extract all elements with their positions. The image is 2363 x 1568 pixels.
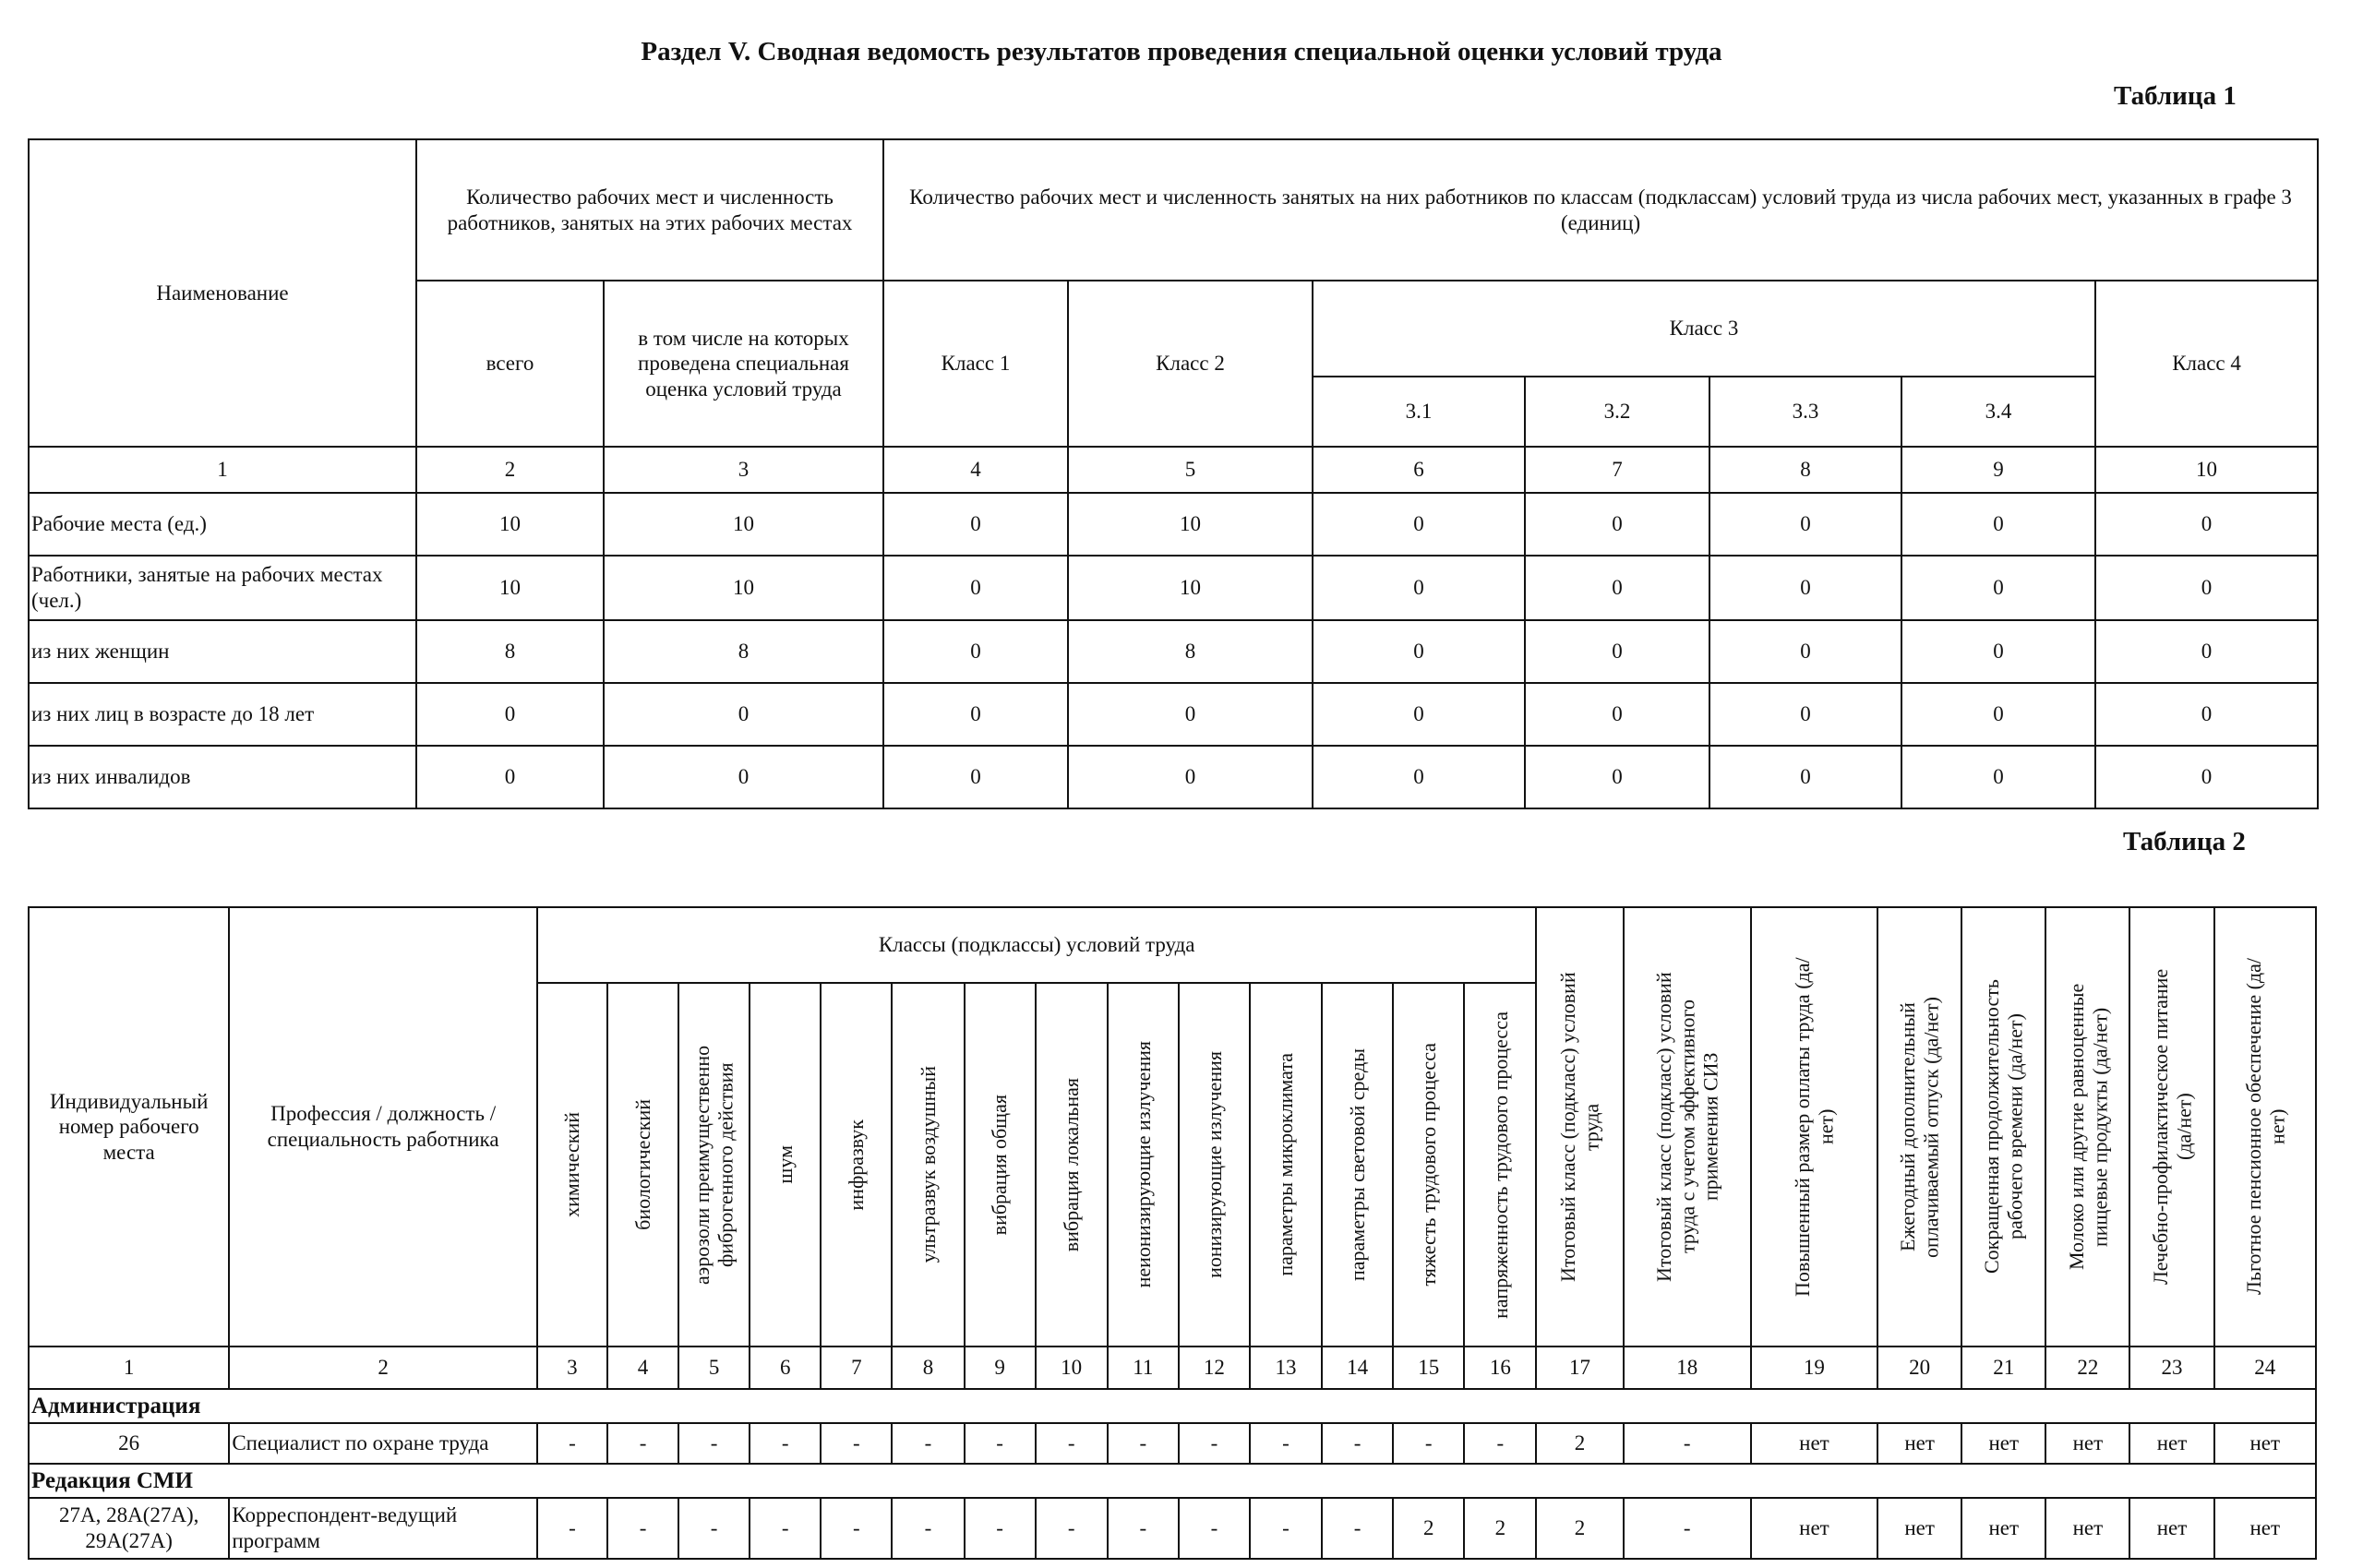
header-class2: Класс 2 [1068,281,1313,447]
header-factor: биологический [607,983,678,1347]
table-cell: 0 [883,746,1068,808]
column-number: 10 [1036,1347,1108,1389]
table-cell: 10 [604,556,883,620]
table-cell: 10 [604,493,883,556]
table-cell: 0 [2095,683,2318,746]
table-cell: 0 [2095,746,2318,808]
table-cell: - [1036,1498,1108,1559]
header-increased-pay: Повышенный размер оплаты труда (да/нет) [1751,907,1877,1347]
header-factor: параметры световой среды [1322,983,1393,1347]
row-label: из них инвалидов [29,746,416,808]
table-cell: нет [2129,1423,2213,1464]
table-cell: - [750,1423,821,1464]
table-cell: 0 [1068,683,1313,746]
column-number: 3 [537,1347,607,1389]
column-number: 8 [892,1347,964,1389]
summary-table [28,138,2319,809]
column-number: 6 [750,1347,821,1389]
table-cell: 2 [1536,1423,1623,1464]
column-number-row [29,447,2318,493]
table-row [29,1498,2316,1559]
section-title: Администрация [29,1389,2316,1423]
column-number: 12 [1179,1347,1250,1389]
table-cell: 8 [1068,620,1313,683]
header-class1: Класс 1 [883,281,1068,447]
header-factor: параметры микроклимата [1250,983,1322,1347]
table-cell: - [1393,1423,1464,1464]
table-cell: - [1322,1423,1393,1464]
header-final-class: Итоговый класс (подкласс) условий труда [1536,907,1623,1347]
column-number: 3 [604,447,883,493]
header-sub33: 3.3 [1709,377,1901,447]
table-cell: 0 [1709,683,1901,746]
table-cell: 0 [1313,683,1525,746]
header-class3: Класс 3 [1313,281,2095,377]
table-cell: 0 [1313,746,1525,808]
profession-name: Специалист по охране труда [229,1423,537,1464]
table-cell: - [1464,1423,1536,1464]
column-number: 7 [821,1347,892,1389]
column-number: 9 [965,1347,1036,1389]
column-number: 11 [1108,1347,1179,1389]
table-cell: 0 [883,683,1068,746]
table-cell: 0 [1901,746,2095,808]
row-label: Работники, занятые на рабочих местах (чел.) [29,556,416,620]
table-row [29,493,2318,556]
table-cell: 0 [1709,620,1901,683]
table-cell: 0 [1525,493,1709,556]
table-cell: - [607,1423,678,1464]
header-reduced-hours: Сокращенная продолжительность рабочего времени (да/нет) [1961,907,2045,1347]
profession-name: Корреспондент-ведущий программ [229,1498,537,1559]
column-number: 2 [416,447,604,493]
column-number: 24 [2214,1347,2316,1389]
header-factor: вибрация локальная [1036,983,1108,1347]
table-cell: 0 [416,683,604,746]
table-row [29,683,2318,746]
table-cell: 0 [1709,493,1901,556]
table-cell: - [965,1423,1036,1464]
table-cell: 0 [1901,493,2095,556]
table-cell: - [750,1498,821,1559]
table-cell: 0 [1901,556,2095,620]
table-cell: 10 [1068,493,1313,556]
column-number: 9 [1901,447,2095,493]
table-cell: 0 [604,683,883,746]
workplace-table [28,906,2317,1560]
column-number: 8 [1709,447,1901,493]
column-number: 14 [1322,1347,1393,1389]
column-number: 16 [1464,1347,1536,1389]
table-cell: 8 [416,620,604,683]
header-count-group: Количество рабочих мест и численность работников, занятых на этих рабочих местах [416,139,883,281]
table-cell: 0 [1709,556,1901,620]
table-cell: 2 [1536,1498,1623,1559]
table-cell: 0 [1525,620,1709,683]
column-number-row [29,1347,2316,1389]
row-label: Рабочие места (ед.) [29,493,416,556]
row-label: из них лиц в возрасте до 18 лет [29,683,416,746]
table-cell: - [1108,1423,1179,1464]
table-cell: 0 [1313,620,1525,683]
header-factor: шум [750,983,821,1347]
column-number: 10 [2095,447,2318,493]
header-annual-leave: Ежегодный дополнительный оплачиваемый отпуск (да/нет) [1877,907,1961,1347]
table-cell: нет [2045,1498,2129,1559]
header-sub34: 3.4 [1901,377,2095,447]
table-cell: 0 [883,556,1068,620]
table-cell: - [537,1498,607,1559]
table-cell: - [965,1498,1036,1559]
header-sub32: 3.2 [1525,377,1709,447]
table-cell: нет [2214,1423,2316,1464]
table-cell: - [1179,1423,1250,1464]
header-profession: Профессия / должность / специальность работника [229,907,537,1347]
header-factor: химический [537,983,607,1347]
table-cell: 10 [416,556,604,620]
table-cell: 10 [1068,556,1313,620]
table-cell: - [1624,1423,1751,1464]
table-cell: 8 [604,620,883,683]
column-number: 17 [1536,1347,1623,1389]
table-cell: 10 [416,493,604,556]
header-total: всего [416,281,604,447]
table-cell: 2 [1393,1498,1464,1559]
header-factor: напряженность трудового процесса [1464,983,1536,1347]
column-number: 5 [1068,447,1313,493]
table2-label: Таблица 2 [2123,827,2246,856]
table-cell: - [1250,1498,1322,1559]
table-cell: 2 [1464,1498,1536,1559]
table-cell: - [678,1423,750,1464]
table-cell: 0 [1525,746,1709,808]
column-number: 1 [29,1347,229,1389]
table-cell: 0 [883,620,1068,683]
table-cell: - [678,1498,750,1559]
table-cell: нет [1877,1498,1961,1559]
table-cell: - [537,1423,607,1464]
section-row [29,1464,2316,1498]
column-number: 15 [1393,1347,1464,1389]
document-title: Раздел V. Сводная ведомость результатов проведения специальной оценки условий труда [641,37,1722,66]
header-factor: тяжесть трудового процесса [1393,983,1464,1347]
table-cell: - [821,1498,892,1559]
column-number: 6 [1313,447,1525,493]
table-cell: 0 [1313,556,1525,620]
column-number: 23 [2129,1347,2213,1389]
table-cell: 0 [604,746,883,808]
table-cell: 0 [1709,746,1901,808]
table-cell: нет [1751,1498,1877,1559]
table-cell: нет [2045,1423,2129,1464]
column-number: 22 [2045,1347,2129,1389]
table-cell: нет [1961,1423,2045,1464]
table-cell: - [821,1423,892,1464]
table-cell: 0 [416,746,604,808]
header-milk: Молоко или другие равноценные пищевые продукты (да/нет) [2045,907,2129,1347]
header-assessed: в том числе на которых проведена специальная оценка условий труда [604,281,883,447]
workplace-number: 27А, 28А(27А), 29А(27А) [29,1498,229,1559]
column-number: 4 [607,1347,678,1389]
column-number: 21 [1961,1347,2045,1389]
table-row [29,556,2318,620]
table-cell: 0 [1901,620,2095,683]
table-cell: нет [2129,1498,2213,1559]
table-cell: 0 [1313,493,1525,556]
table-cell: - [1322,1498,1393,1559]
table-cell: - [892,1498,964,1559]
table-cell: 0 [2095,493,2318,556]
table-cell: 0 [2095,620,2318,683]
table-cell: 0 [1525,683,1709,746]
table-cell: - [1036,1423,1108,1464]
header-pension: Льготное пенсионное обеспечение (да/нет) [2214,907,2316,1347]
table-cell: 0 [883,493,1068,556]
column-number: 19 [1751,1347,1877,1389]
table-cell: нет [2214,1498,2316,1559]
table-cell: 0 [1901,683,2095,746]
table-cell: - [892,1423,964,1464]
header-factor: неионизирующие излучения [1108,983,1179,1347]
table-row [29,620,2318,683]
table-cell: нет [1961,1498,2045,1559]
table-cell: - [1250,1423,1322,1464]
table1-label: Таблица 1 [2114,81,2237,111]
table-row [29,746,2318,808]
section-row [29,1389,2316,1423]
table-cell: 0 [2095,556,2318,620]
section-title: Редакция СМИ [29,1464,2316,1498]
column-number: 1 [29,447,416,493]
column-number: 18 [1624,1347,1751,1389]
header-factor: ионизирующие излучения [1179,983,1250,1347]
table-cell: - [1179,1498,1250,1559]
table-cell: нет [1751,1423,1877,1464]
table-cell: - [1624,1498,1751,1559]
column-number: 4 [883,447,1068,493]
header-classes-group: Количество рабочих мест и численность занятых на них работников по классам (подклассам) условий труда из числа рабочих мест, указанных в графе 3 (единиц) [883,139,2318,281]
workplace-number: 26 [29,1423,229,1464]
table-cell: нет [1877,1423,1961,1464]
header-factor: аэрозоли преимущественно фиброгенного действия [678,983,750,1347]
column-number: 5 [678,1347,750,1389]
table-cell: - [1108,1498,1179,1559]
table-cell: 0 [1068,746,1313,808]
header-factor: вибрация общая [965,983,1036,1347]
column-number: 7 [1525,447,1709,493]
header-factor: инфразвук [821,983,892,1347]
header-therapeutic-food: Лечебно-профилактическое питание (да/нет) [2129,907,2213,1347]
header-sub31: 3.1 [1313,377,1525,447]
table-cell: 0 [1525,556,1709,620]
header-workplace-number: Индивидуальный номер рабочего места [29,907,229,1347]
header-class4: Класс 4 [2095,281,2318,447]
column-number: 13 [1250,1347,1322,1389]
table-row [29,1423,2316,1464]
header-factor: ультразвук воздушный [892,983,964,1347]
row-label: из них женщин [29,620,416,683]
header-final-class-ppe: Итоговый класс (подкласс) условий труда с учетом эффективного применения СИЗ [1624,907,1751,1347]
column-number: 20 [1877,1347,1961,1389]
table-cell: - [607,1498,678,1559]
column-number: 2 [229,1347,537,1389]
header-name: Наименование [29,139,416,447]
header-classes-group: Классы (подклассы) условий труда [537,907,1537,983]
